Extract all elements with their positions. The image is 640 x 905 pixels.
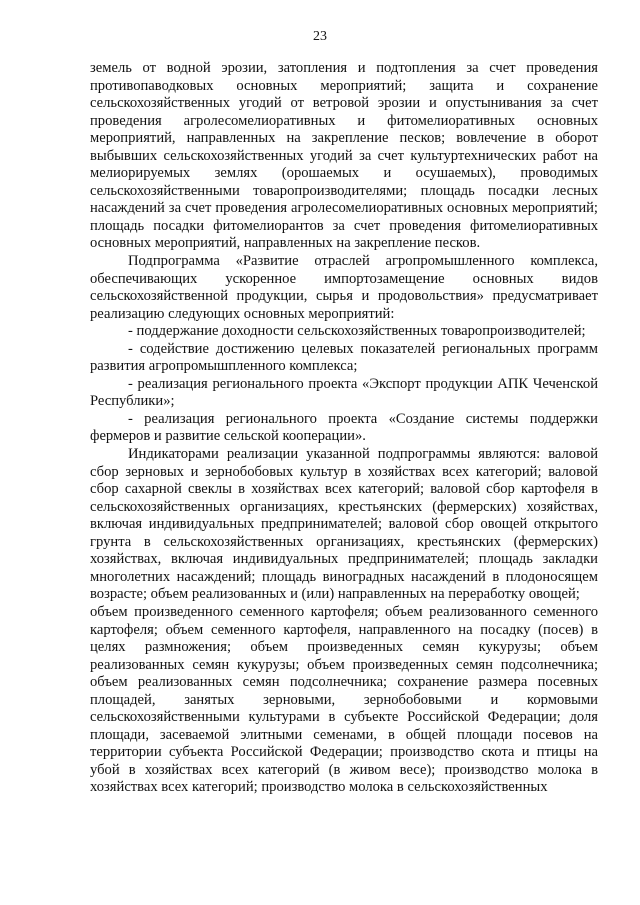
paragraph: Подпрограмма «Развитие отраслей агропромышленного комплекса, обеспечивающих ускоренное импортозамещение основных видов сельскохозяйственной продукции, сырья и продовольствия» предусматривает реализацию следующих основных мероприятий:	[90, 253, 598, 322]
paragraph: земель от водной эрозии, затопления и подтопления за счет проведения противопаводковых основных мероприятий; защита и сохранение сельскохозяйственных угодий от ветровой эрозии и опустынивания за счет проведения агролесомелиоративных и фитомелиоративных основных мероприятий, направленных на закрепление песков; вовлечение в оборот выбывших сельскохозяйственных угодий за счет культуртехнических работ на мелиорируемых землях (орошаемых и осушаемых), проводимых сельскохозяйственными товаропроизводителями; площадь посадки лесных насаждений за счет проведения агролесомелиоративных основных мероприятий; площадь посадки фитомелиорантов за счет проведения фитомелиоративных основных мероприятий, направленных на закрепление песков.	[90, 60, 598, 252]
paragraph: объем произведенного семенного картофеля; объем реализованного семенного картофеля; объем семенного картофеля, направленного на посадку (посев) в целях размножения; объем произведенных семян кукурузы; объем реализованных семян кукурузы; объем произведенных семян подсолнечника; объем реализованных семян подсолнечника; сохранение размера посевных площадей, занятых зерновыми, зернобобовыми и кормовыми сельскохозяйственными культурами в субъекте Российской Федерации; доля площади, засеваемой элитными семенами, в общей площади посевов на территории субъекта Российской Федерации; производство скота и птицы на убой в хозяйствах всех категорий (в живом весе); производство молока в хозяйствах всех категорий; производство молока в сельскохозяйственных	[90, 603, 598, 796]
list-item: - реализация регионального проекта «Создание системы поддержки фермеров и развитие сельской кооперации».	[90, 410, 598, 445]
list-item: - содействие достижению целевых показателей региональных программ развития агропромышпленного комплекса;	[90, 340, 598, 375]
list-item: - поддержание доходности сельскохозяйственных товаропроизводителей;	[128, 323, 586, 340]
page-number: 23	[313, 29, 327, 44]
paragraph: Индикаторами реализации указанной подпрограммы являются: валовой сбор зерновых и зернобобовых культур в хозяйствах всех категорий; валовой сбор сахарной свеклы в хозяйствах всех категорий; валовой сбор картофеля в сельскохозяйственных организациях, крестьянских (фермерских) хозяйствах, включая индивидуальных предпринимателей; валовой сбор овощей открытого грунта в сельскохозяйственных организациях, крестьянских (фермерских) хозяйствах, включая индивидуальных предпринимателей; площадь закладки многолетних насаждений; площадь виноградных насаждений в плодоносящем возрасте; объем реализованных и (или) направленных на переработку овощей;	[90, 446, 598, 603]
document-body	[90, 60, 598, 797]
list-item: - реализация регионального проекта «Экспорт продукции АПК Чеченской Республики»;	[90, 375, 598, 410]
